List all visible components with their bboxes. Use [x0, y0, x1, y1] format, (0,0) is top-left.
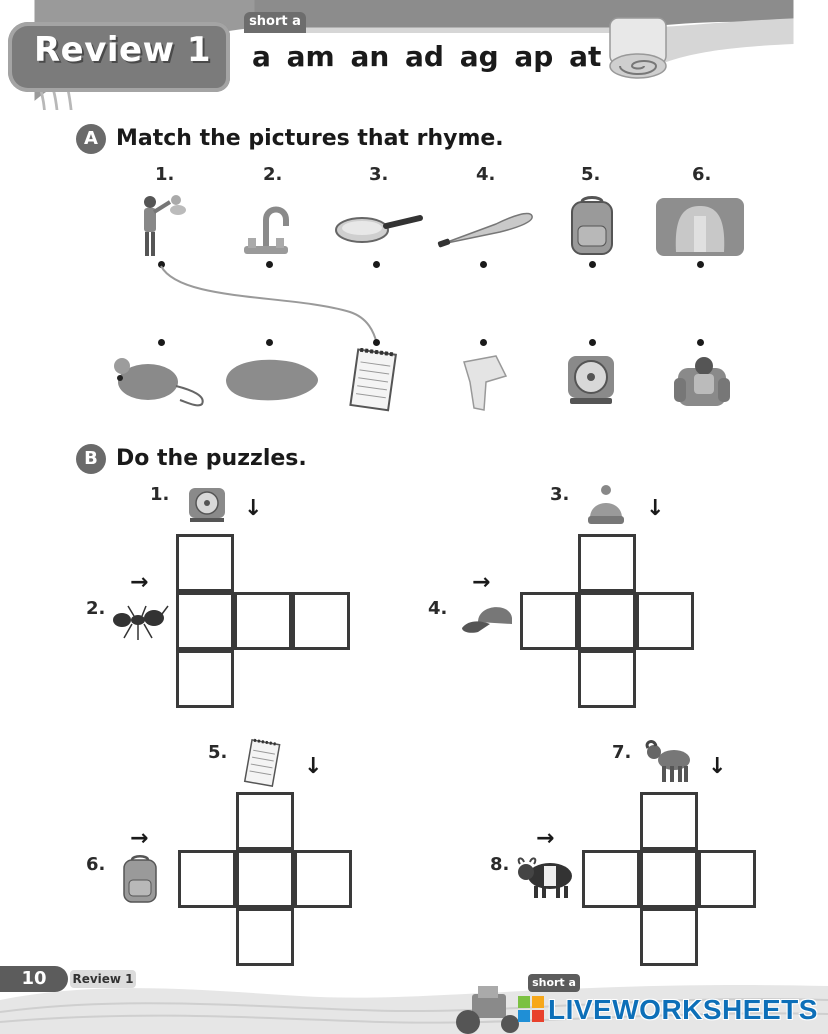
puzzle-2-across-number: 2.	[86, 598, 106, 619]
footer-review-label: Review 1	[70, 970, 136, 988]
notepad-clue-icon	[242, 738, 282, 790]
liveworksheets-logo-icon	[518, 996, 544, 1022]
item-number-2: 2.	[263, 164, 283, 185]
napkin-icon	[456, 352, 512, 414]
puzzle-5-cell-2[interactable]	[236, 850, 294, 908]
puzzle-3-cell-1[interactable]	[578, 534, 636, 592]
puzzle-5-cell-1[interactable]	[236, 792, 294, 850]
puzzle-5-down-number: 5.	[208, 742, 228, 763]
tractor-icon	[448, 984, 528, 1034]
notepad-icon	[348, 348, 400, 414]
puzzle-6-across-number: 6.	[86, 854, 106, 875]
item-number-5: 5.	[581, 164, 601, 185]
rat-icon	[110, 350, 210, 410]
ram-clue-icon	[644, 740, 696, 786]
across-arrow-8: →	[536, 826, 555, 851]
match-dot-bottom-3[interactable]	[373, 339, 380, 346]
puzzle-8-cell-3[interactable]	[698, 850, 756, 908]
hat-clue-icon	[586, 484, 626, 526]
item-number-6: 6.	[692, 164, 712, 185]
down-arrow-1: ↓	[244, 496, 263, 521]
down-arrow-5: ↓	[304, 754, 323, 779]
item-number-3: 3.	[369, 164, 389, 185]
short-a-tab: short a	[244, 12, 306, 34]
match-dot-top-4[interactable]	[480, 261, 487, 268]
word-family-list: a am an ad ag ap at	[252, 40, 602, 73]
item-number-1: 1.	[155, 164, 175, 185]
match-dot-bottom-4[interactable]	[480, 339, 487, 346]
example-match-line	[150, 262, 390, 346]
puzzle-7-cell-2[interactable]	[640, 850, 698, 908]
page-number: 10	[0, 966, 68, 992]
paper-scroll-icon	[604, 14, 670, 80]
puzzle-4-across-number: 4.	[428, 598, 448, 619]
backpack-clue-icon	[120, 854, 160, 906]
puzzle-3-cell-3[interactable]	[578, 650, 636, 708]
section-b-title: Do the puzzles.	[116, 446, 307, 471]
puzzle-8-cell-1[interactable]	[582, 850, 640, 908]
puzzle-3-cell-2[interactable]	[578, 592, 636, 650]
puzzle-5-cell-3[interactable]	[236, 908, 294, 966]
match-dot-bottom-6[interactable]	[697, 339, 704, 346]
section-a-badge: A	[76, 124, 106, 154]
backpack-icon	[566, 194, 618, 258]
puzzle-6-cell-3[interactable]	[294, 850, 352, 908]
puzzle-7-down-number: 7.	[612, 742, 632, 763]
car-seat-icon	[654, 196, 746, 258]
cap-clue-icon	[460, 598, 516, 638]
yam-icon	[222, 352, 322, 404]
page-title: Review 1	[34, 30, 212, 70]
puzzle-1-cell-3[interactable]	[176, 650, 234, 708]
faucet-icon	[240, 200, 296, 258]
puzzle-8-across-number: 8.	[490, 854, 510, 875]
ant-clue-icon	[110, 602, 170, 642]
puzzle-2-cell-3[interactable]	[292, 592, 350, 650]
item-number-4: 4.	[476, 164, 496, 185]
puzzle-4-cell-1[interactable]	[520, 592, 578, 650]
match-dot-bottom-1[interactable]	[158, 339, 165, 346]
man-holding-baby-icon	[134, 192, 194, 260]
yak-clue-icon	[514, 856, 578, 900]
match-dot-bottom-5[interactable]	[589, 339, 596, 346]
liveworksheets-brand: LIVEWORKSHEETS	[548, 994, 818, 1025]
puzzle-2-cell-2[interactable]	[234, 592, 292, 650]
footer-short-a-tab: short a	[528, 974, 580, 992]
down-arrow-7: ↓	[708, 754, 727, 779]
puzzle-1-down-number: 1.	[150, 484, 170, 505]
baseball-bat-icon	[436, 206, 536, 250]
puzzle-4-cell-3[interactable]	[636, 592, 694, 650]
fan-icon	[562, 352, 620, 406]
section-a-title: Match the pictures that rhyme.	[116, 126, 504, 151]
down-arrow-3: ↓	[646, 496, 665, 521]
across-arrow-2: →	[130, 570, 149, 595]
match-dot-bottom-2[interactable]	[266, 339, 273, 346]
across-arrow-4: →	[472, 570, 491, 595]
puzzle-1-cell-2[interactable]	[176, 592, 234, 650]
boy-napping-in-chair-icon	[672, 352, 732, 410]
fan-clue-icon	[186, 486, 228, 524]
puzzle-6-cell-1[interactable]	[178, 850, 236, 908]
across-arrow-6: →	[130, 826, 149, 851]
frying-pan-icon	[334, 208, 424, 250]
match-dot-top-6[interactable]	[697, 261, 704, 268]
puzzle-7-cell-3[interactable]	[640, 908, 698, 966]
puzzle-3-down-number: 3.	[550, 484, 570, 505]
puzzle-1-cell-1[interactable]	[176, 534, 234, 592]
puzzle-7-cell-1[interactable]	[640, 792, 698, 850]
match-dot-top-5[interactable]	[589, 261, 596, 268]
section-b-badge: B	[76, 444, 106, 474]
